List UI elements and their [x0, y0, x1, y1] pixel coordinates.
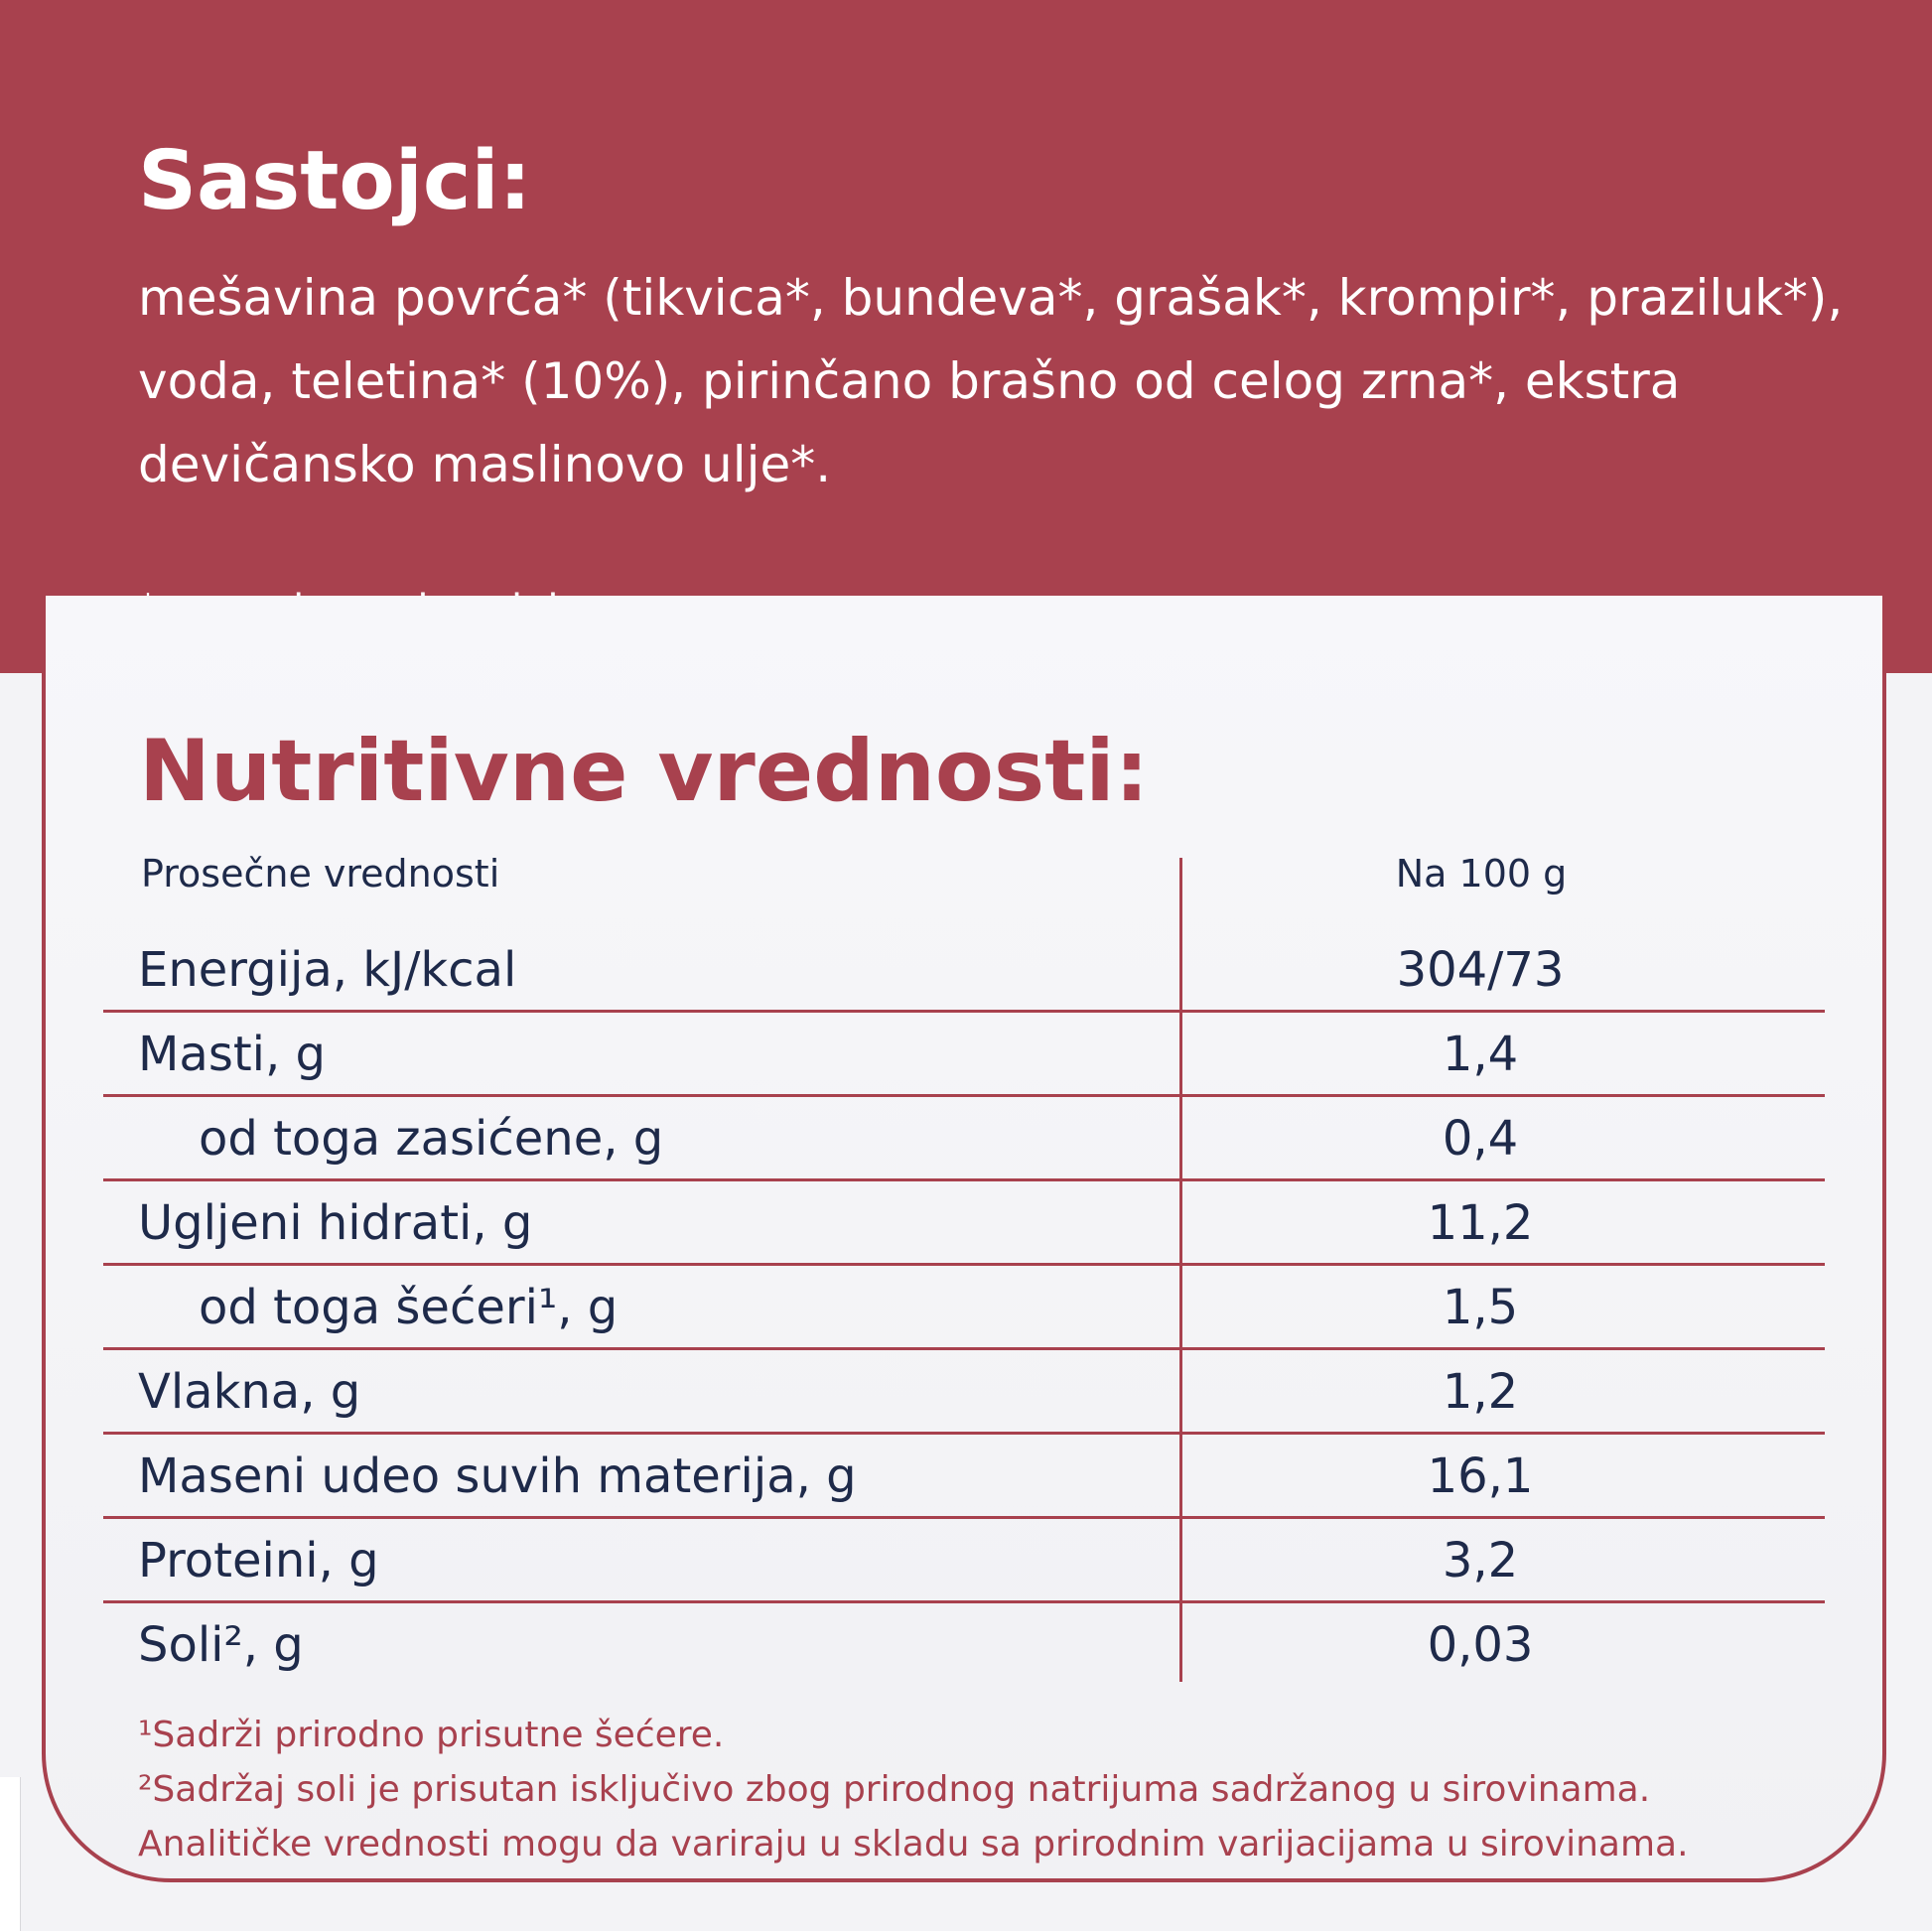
- row-value: 11,2: [1427, 1195, 1534, 1251]
- table-header-value: Na 100 g: [1395, 852, 1568, 896]
- row-label: Energija, kJ/kcal: [138, 942, 517, 998]
- table-row: [103, 1603, 1825, 1688]
- row-value: 0,4: [1442, 1111, 1519, 1167]
- table-row: [103, 1519, 1825, 1603]
- table-row: [103, 1435, 1825, 1519]
- row-value: 16,1: [1427, 1448, 1534, 1504]
- row-label: od toga šećeri¹, g: [199, 1280, 619, 1335]
- row-value: 304/73: [1396, 942, 1565, 998]
- table-row: [103, 1013, 1825, 1097]
- row-label: Maseni udeo suvih materija, g: [138, 1448, 857, 1504]
- ingredients-text: mešavina povrća* (tikvica*, bundeva*, grašak*, krompir*, praziluk*), voda, teletina* (10%), pirinčano brašno od celog zrna*, ekstra devičansko maslinovo ulje*.: [138, 269, 1844, 493]
- table-header-label: Prosečne vrednosti: [141, 852, 500, 896]
- footnotes: [138, 1708, 1865, 1871]
- row-value: 1,2: [1442, 1364, 1519, 1420]
- table-row: [103, 1266, 1825, 1350]
- edge-strip: [0, 1777, 21, 1931]
- row-label: Vlakna, g: [138, 1364, 361, 1420]
- footnote-sugars: ¹Sadrži prirodno prisutne šećere.: [138, 1715, 725, 1755]
- row-label: od toga zasićene, g: [199, 1111, 664, 1167]
- footnote-salt: ²Sadržaj soli je prisutan isključivo zbog prirodnog natrijuma sadržanog u sirovinama.: [138, 1769, 1651, 1810]
- row-label: Ugljeni hidrati, g: [138, 1195, 533, 1251]
- footnote-analytics: Analitičke vrednosti mogu da variraju u skladu sa prirodnim varijacijama u sirovinama.: [138, 1824, 1689, 1864]
- table-row: [103, 1350, 1825, 1435]
- table-row: [103, 1097, 1825, 1181]
- table-row: [103, 1181, 1825, 1266]
- row-label: Soli², g: [138, 1617, 304, 1673]
- row-value: 1,4: [1442, 1027, 1519, 1082]
- ingredients-title: Sastojci:: [138, 134, 532, 228]
- nutrition-title: Nutritivne vrednosti:: [139, 722, 1150, 821]
- row-label: Masti, g: [138, 1027, 326, 1082]
- row-label: Proteini, g: [138, 1533, 379, 1588]
- row-value: 3,2: [1442, 1533, 1519, 1588]
- nutrition-table: [103, 928, 1825, 1688]
- row-value: 0,03: [1427, 1617, 1534, 1673]
- table-row: [103, 928, 1825, 1013]
- row-value: 1,5: [1442, 1280, 1519, 1335]
